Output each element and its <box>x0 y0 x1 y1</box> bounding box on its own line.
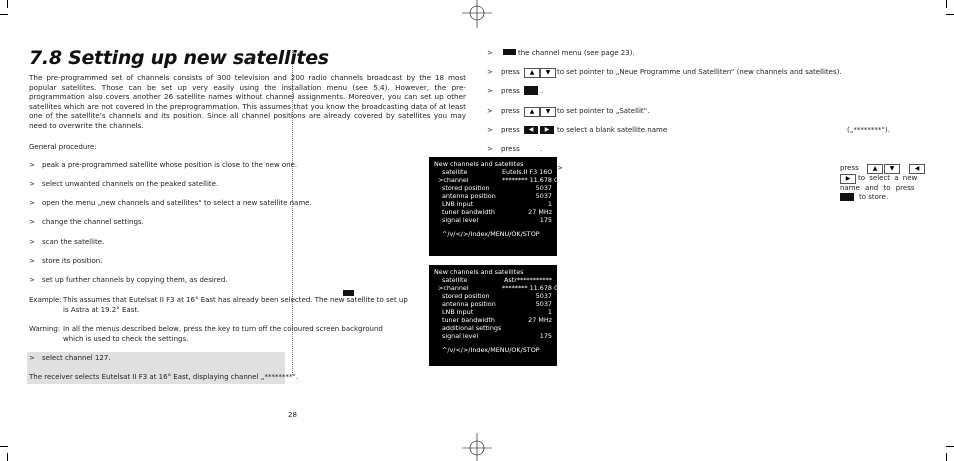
up-arrow-icon: ▲ <box>524 107 540 117</box>
osd-row: >channel ******** 11.678 GHz <box>438 176 568 184</box>
page-number: 28 <box>288 411 297 419</box>
list-item: > set up further channels by copying them, as desired. <box>29 276 228 284</box>
list-item: > select channel 127. <box>29 354 111 362</box>
blank-stars: („********“). <box>847 126 890 134</box>
receiver-note: The receiver selects Eutelsat II F3 at 16° East, displaying channel „********“. <box>29 373 299 381</box>
registration-mark-top <box>462 0 492 28</box>
osd-footer: ^/v/</>/Index/MENU/OK/STOP <box>442 346 540 354</box>
intro-paragraph: The pre-programmed set of channels consists of 300 television and 200 radio channels broadcast by the 18 most popular satellites. Those can be set up very easily using the installation menu (see 5.4). However, the pre-programmation also covers another 26 satellite names without channel assignments. Moreover, you can set up other satellites which are not covered in the preprogrammation. This assumes that you know the broadcasting data of at least one of the satellite’s channels and its position. Since all channel positions are already covered by satellites you may need to overwrite the channels. <box>29 73 466 130</box>
step-set-pointer: > press ▲ ▼ to set pointer to „Neue Programme und Satelliten“ (new channels and satellites). <box>487 68 842 76</box>
step-text: to set pointer to „Satellit“. <box>557 107 650 115</box>
right-arrow-icon: ▶ <box>540 126 554 134</box>
list-item: > scan the satellite. <box>29 238 105 246</box>
crop-mark <box>946 14 954 15</box>
list-item-text: peak a pre-programmed satellite whose position is close to the new one. <box>42 161 298 169</box>
bullet-marker: > <box>557 164 563 172</box>
down-arrow-icon: ▼ <box>884 164 900 174</box>
step-text: to select a blank satellite name <box>557 126 668 134</box>
osd-title: New channels and satellites <box>434 160 524 168</box>
warning-text-2: which is used to check the settings. <box>63 335 189 343</box>
crop-mark <box>946 0 947 8</box>
list-item-text: select channel 127. <box>42 354 111 362</box>
osd-title: New channels and satellites <box>434 268 524 276</box>
step-press: press <box>501 68 520 76</box>
side-note-line: press <box>840 164 859 172</box>
list-item-text: set up further channels by copying them, as desired. <box>42 276 228 284</box>
crop-mark <box>7 453 8 461</box>
list-item: > open the menu „new channels and satellites“ to select a new satellite name. <box>29 199 312 207</box>
crop-mark <box>7 0 8 8</box>
registration-mark-bottom <box>462 433 492 461</box>
down-arrow-icon: ▼ <box>540 68 556 78</box>
step-press: press <box>501 87 520 95</box>
step-text: . <box>541 87 544 95</box>
ok-key <box>524 86 538 95</box>
example-label: Example: <box>29 296 62 304</box>
step-press-ok: > press . <box>487 87 544 95</box>
list-item: > store its position. <box>29 257 103 265</box>
osd-row: LNB input 1 <box>442 308 552 316</box>
osd-row: LNB input 1 <box>442 200 552 208</box>
list-item: > change the channel settings. <box>29 218 144 226</box>
step-select-blank: > press ◀ ▶ to select a blank satellite name <box>487 126 668 134</box>
osd-row: stored position 5037 <box>442 184 552 192</box>
list-item-text: select unwanted channels on the peaked satellite. <box>42 180 219 188</box>
osd-row: satellite Eutels.II F3 16O <box>442 168 553 176</box>
step-text: the channel menu (see page 23). <box>518 49 635 57</box>
up-arrow-icon: ▲ <box>524 68 540 78</box>
step-press: press <box>501 126 520 134</box>
osd-row: >channel ******** 11.678 GHz <box>438 284 568 292</box>
side-note-line: to select a new <box>858 174 918 182</box>
osd-row: antenna position 5037 <box>442 300 552 308</box>
warning-label: Warning: <box>29 325 61 333</box>
list-item-text: change the channel settings. <box>42 218 144 226</box>
side-note-line: name and to press <box>840 184 915 192</box>
crop-mark <box>0 446 8 447</box>
list-item-text: store its position. <box>42 257 103 265</box>
step-text: . <box>540 145 543 153</box>
step-pointer-satellite: > press ▲ ▼ to set pointer to „Satellit“. <box>487 107 650 115</box>
osd-row: antenna position 5037 <box>442 192 552 200</box>
osd-row: tuner bandwidth 27 MHz <box>442 316 552 324</box>
crop-mark <box>0 14 8 15</box>
step-text: to set pointer to „Neue Programme und Satelliten“ (new channels and satellites). <box>557 68 842 76</box>
osd-row: satellite Astr*********** <box>442 276 552 284</box>
example-text-2: is Astra at 19.2° East. <box>63 306 140 314</box>
menu-key <box>343 290 354 296</box>
list-item: > select unwanted channels on the peaked satellite. <box>29 180 219 188</box>
crop-mark <box>946 453 947 461</box>
osd-row: signal level 175 <box>442 332 552 340</box>
side-note-line: to store. <box>859 193 889 201</box>
down-arrow-icon: ▼ <box>540 107 556 117</box>
page-title: 7.8 Setting up new satellites <box>29 47 329 69</box>
ok-key <box>840 193 854 201</box>
osd-row: signal level 175 <box>442 216 552 224</box>
osd-row: stored position 5037 <box>442 292 552 300</box>
general-procedure-label: General procedure: <box>29 143 97 151</box>
menu-key <box>503 49 516 55</box>
step-press: press <box>501 107 520 115</box>
list-item-text: scan the satellite. <box>42 238 105 246</box>
right-arrow-icon: ▶ <box>840 174 856 184</box>
osd-screen-2 <box>429 265 568 366</box>
osd-footer: ^/v/</>/Index/MENU/OK/STOP <box>442 230 540 238</box>
example-text: This assumes that Eutelsat II F3 at 16° East has already been selected. The new satellite to set up <box>63 296 408 304</box>
step-press-confirm: > press . <box>487 145 543 153</box>
list-item: > peak a pre-programmed satellite whose position is close to the new one. <box>29 161 298 169</box>
warning-text: In all the menus described below, press the key to turn off the coloured screen background <box>63 325 383 333</box>
osd-screen-1 <box>429 157 568 256</box>
list-item-text: open the menu „new channels and satellites“ to select a new satellite name. <box>42 199 312 207</box>
osd-row: tuner bandwidth 27 MHz <box>442 208 552 216</box>
up-arrow-icon: ▲ <box>867 164 883 174</box>
left-arrow-icon: ◀ <box>909 164 925 174</box>
step-open-menu: > the channel menu (see page 23). <box>487 49 635 57</box>
left-arrow-icon: ◀ <box>524 126 538 134</box>
step-press: press <box>501 145 520 153</box>
crop-mark <box>946 446 954 447</box>
osd-row: additional settings <box>442 324 502 332</box>
